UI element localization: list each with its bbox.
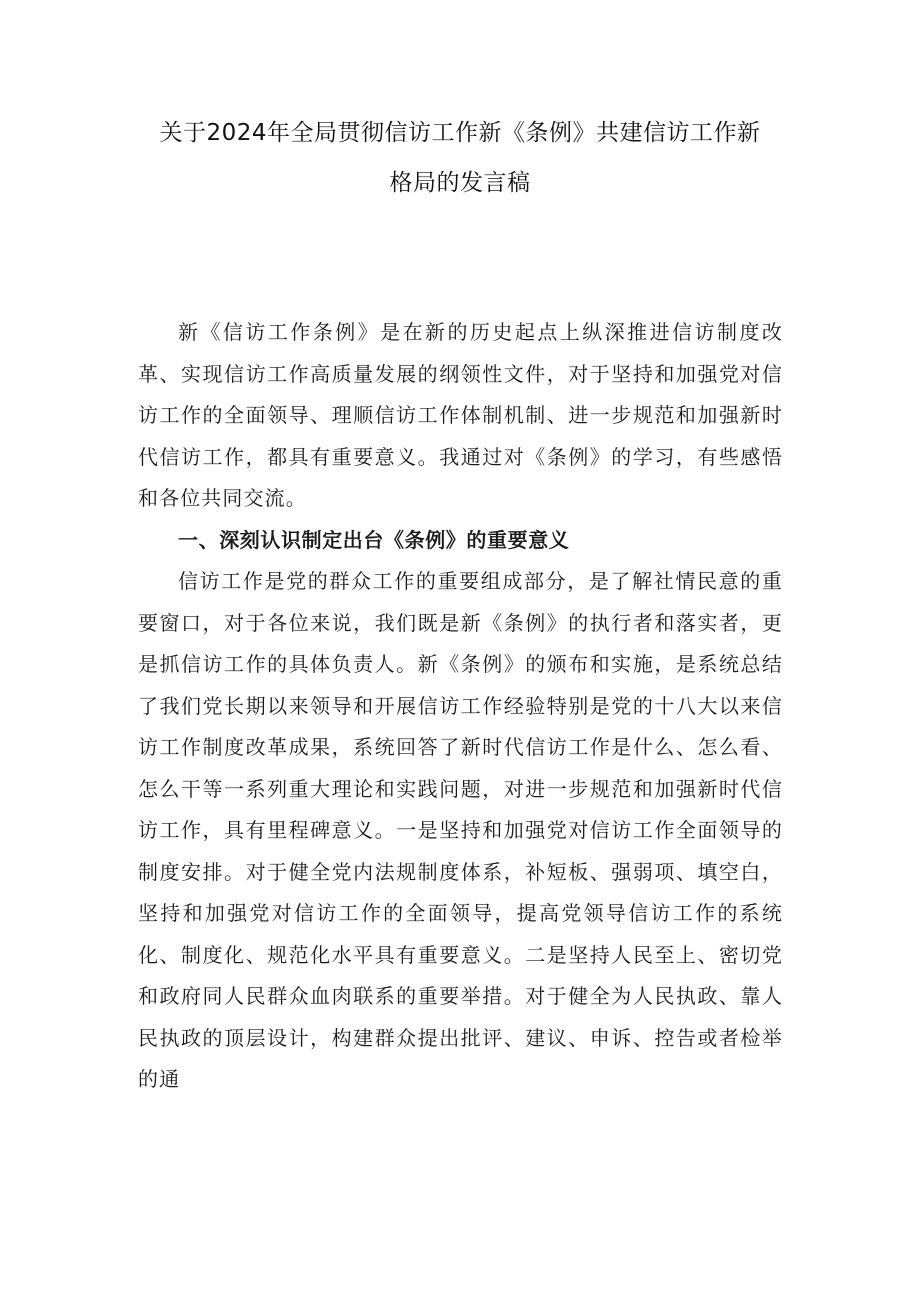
title-line-1: 关于2024年全局贯彻信访工作新《条例》共建信访工作新	[159, 120, 761, 146]
intro-paragraph: 新《信访工作条例》是在新的历史起点上纵深推进信访制度改革、实现信访工作高质量发展的纲领性文件，对于坚持和加强党对信访工作的全面领导、理顺信访工作体制机制、进一步规范和加强新时代信访工作，都具有重要意义。我通过对《条例》的学习，有些感悟和各位共同交流。	[138, 320, 783, 510]
section-1-heading: 一、深刻认识制定出台《条例》的重要意义	[178, 527, 570, 552]
document-title	[120, 108, 800, 208]
document-body	[138, 312, 783, 1101]
title-line-2: 格局的发言稿	[389, 170, 531, 196]
section-1-paragraph: 信访工作是党的群众工作的重要组成部分，是了解社情民意的重要窗口，对于各位来说，我们既是新《条例》的执行者和落实者，更是抓信访工作的具体负责人。新《条例》的颁布和实施，是系统总结了我们党长期以来领导和开展信访工作经验特别是党的十八大以来信访工作制度改革成果，系统回答了新时代信访工作是什么、怎么看、怎么干等一系列重大理论和实践问题，对进一步规范和加强新时代信访工作，具有里程碑意义。一是坚持和加强党对信访工作全面领导的制度安排。对于健全党内法规制度体系，补短板、强弱项、填空白，坚持和加强党对信访工作的全面领导，提高党领导信访工作的系统化、制度化、规范化水平具有重要意义。二是坚持人民至上、密切党和政府同人民群众血肉联系的重要举措。对于健全为人民执政、靠人民执政的顶层设计，构建群众提出批评、建议、申诉、控告或者检举的通	[138, 569, 783, 1091]
